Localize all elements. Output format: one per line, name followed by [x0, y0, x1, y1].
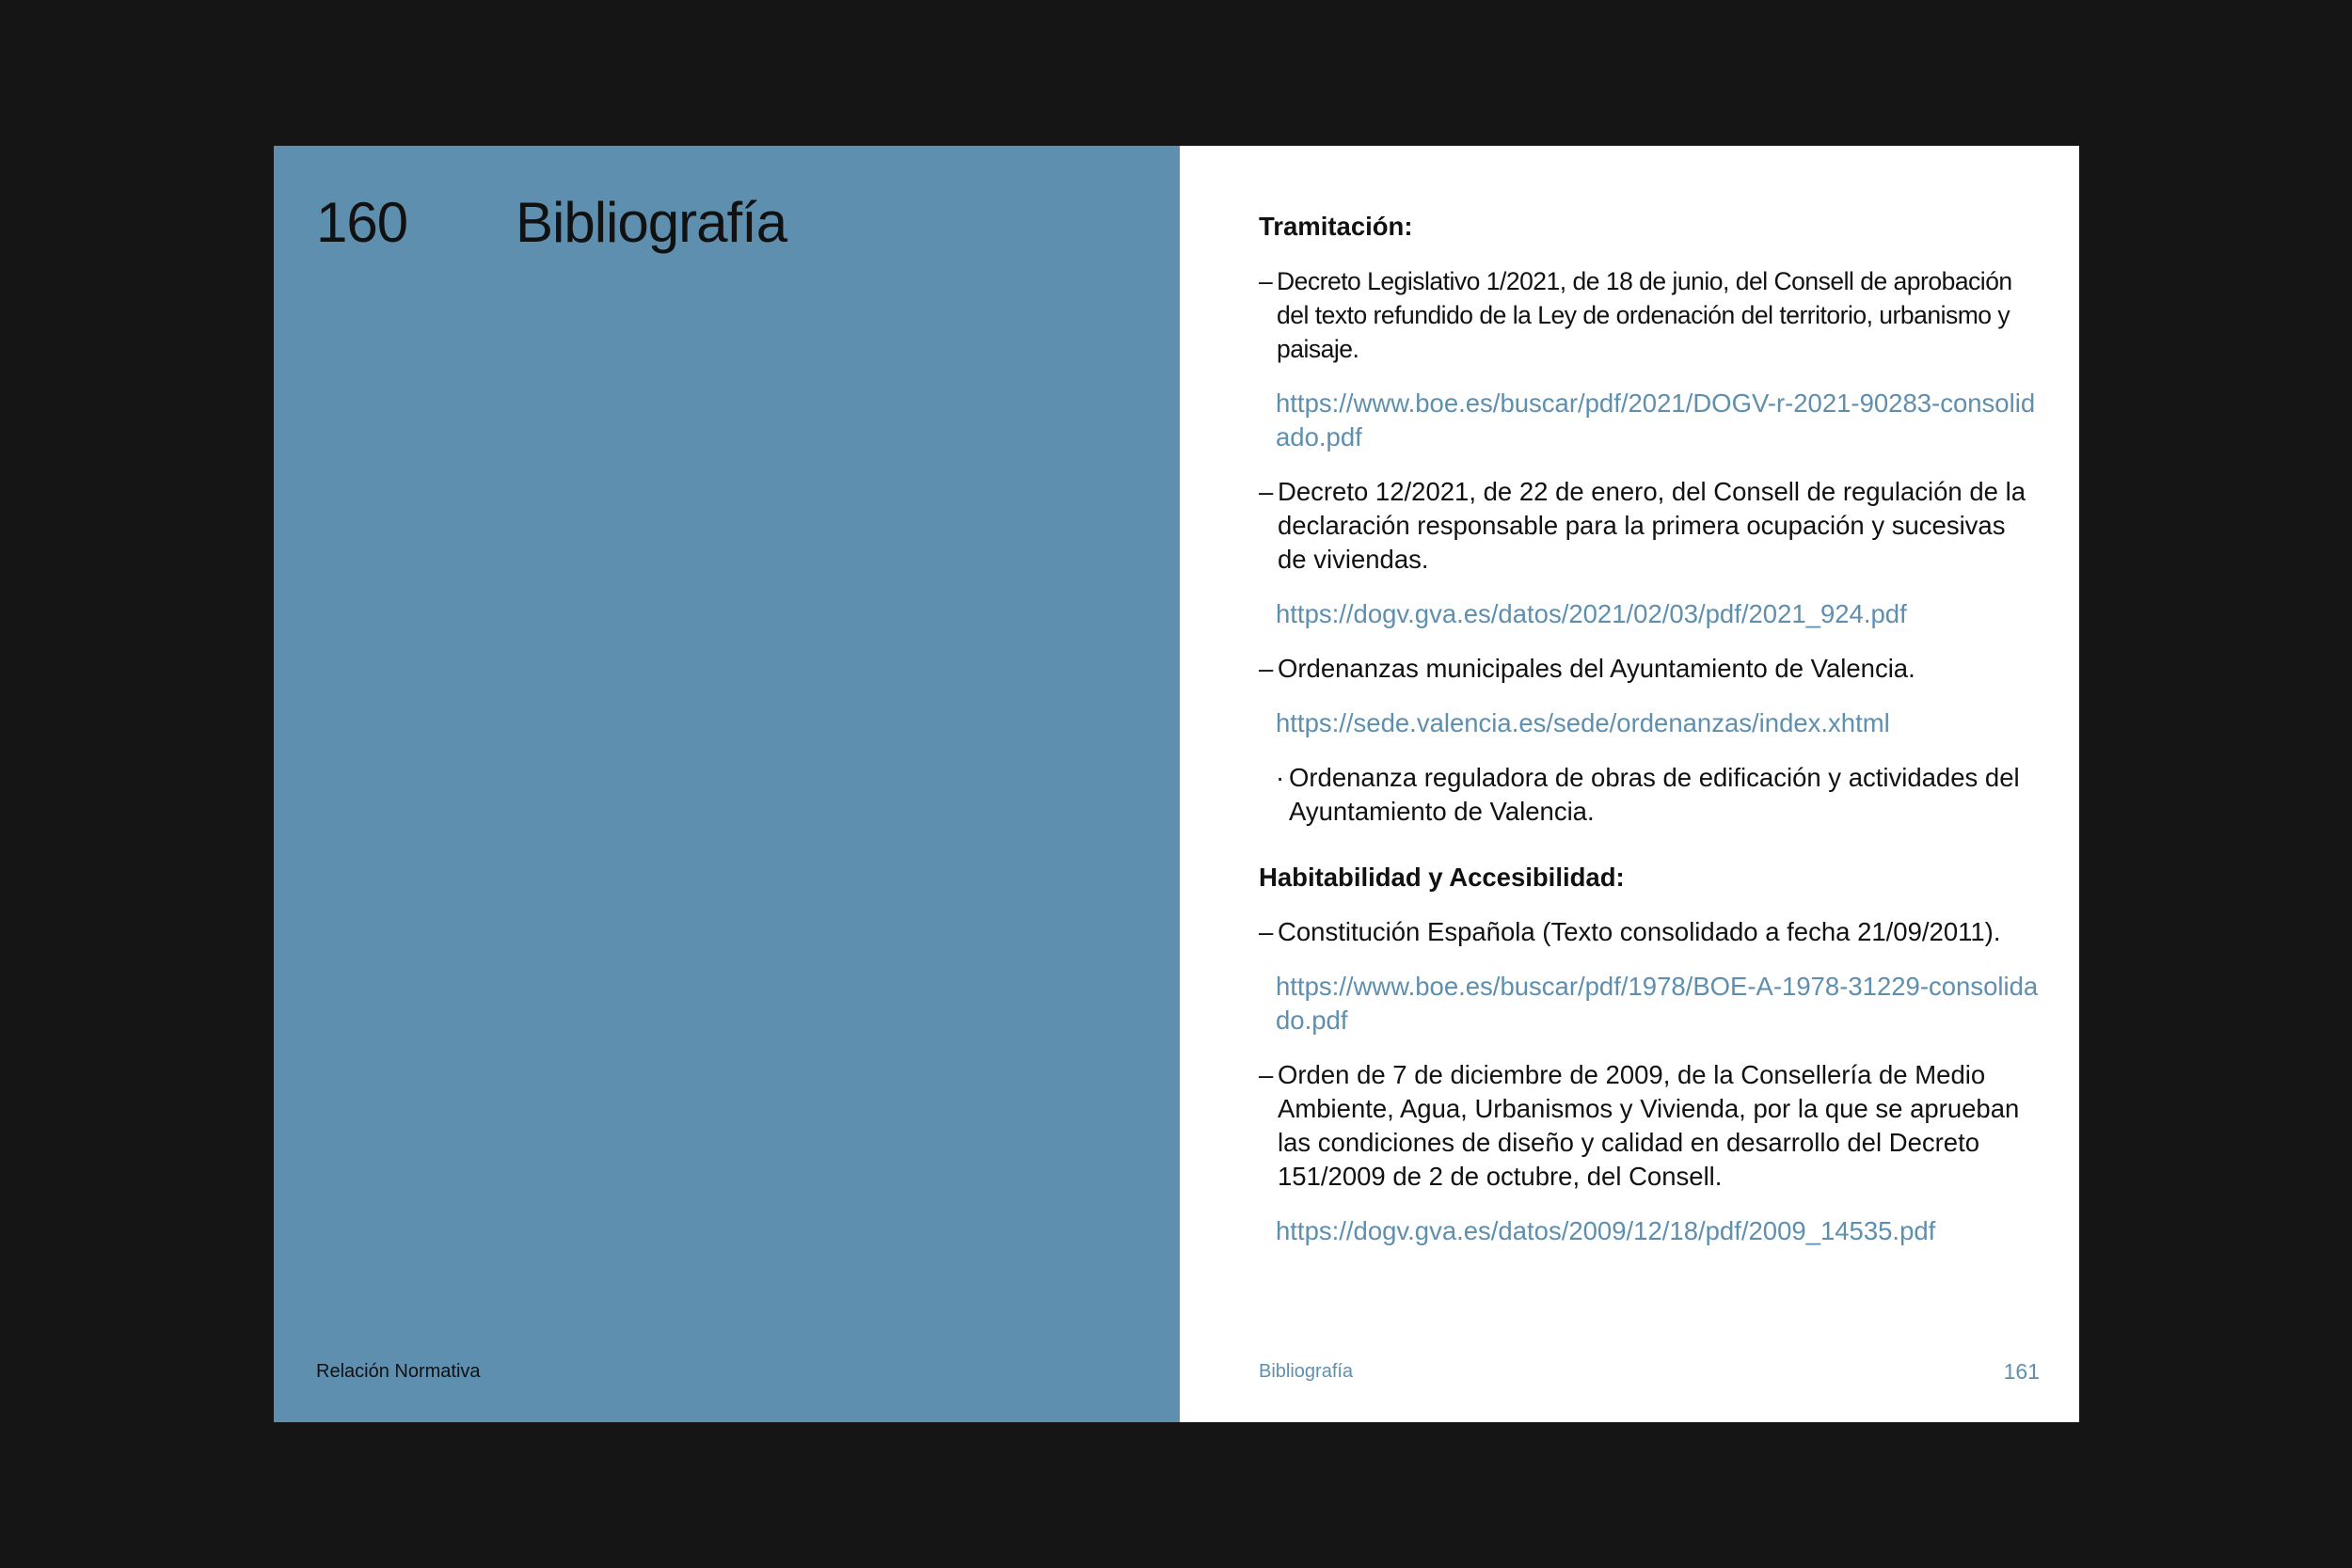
dash-bullet: –	[1259, 654, 1274, 683]
dash-bullet: –	[1259, 1060, 1274, 1089]
chapter-title: Bibliografía	[516, 191, 787, 254]
entry-text: Decreto Legislativo 1/2021, de 18 de junio, del Consell de aprobación del texto refundido de la Ley de ordenación del territorio, urbanismo y paisaje.	[1277, 267, 2012, 363]
right-page	[1180, 146, 2079, 1422]
dash-bullet: –	[1259, 477, 1274, 506]
entry-text: Decreto 12/2021, de 22 de enero, del Consell de regulación de la declaración responsable para la primera ocupación y sucesivas de viviendas.	[1278, 477, 2026, 574]
reference-link[interactable]: https://www.boe.es/buscar/pdf/2021/DOGV-r-2021-90283-consolidado.pdf	[1276, 388, 2036, 451]
reference-link[interactable]: https://www.boe.es/buscar/pdf/1978/BOE-A-1978-31229-consolidado.pdf	[1276, 972, 2039, 1035]
dash-bullet: –	[1259, 917, 1274, 946]
list-item	[1259, 475, 2040, 577]
list-item	[1259, 915, 2040, 949]
dot-bullet: ·	[1276, 763, 1285, 792]
list-item	[1259, 1058, 2040, 1194]
entry-text: Ordenanzas municipales del Ayuntamiento de Valencia.	[1278, 654, 1915, 683]
list-item	[1259, 652, 2040, 686]
left-page-number: 160	[316, 191, 408, 254]
reference-link[interactable]: https://dogv.gva.es/datos/2021/02/03/pdf/2021_924.pdf	[1276, 599, 1907, 628]
entry-text: Constitución Española (Texto consolidado a fecha 21/09/2011).	[1278, 917, 2001, 946]
section-heading-tramitacion: Tramitación:	[1259, 212, 1413, 241]
list-item	[1259, 264, 2040, 366]
book-spread	[274, 146, 2079, 1422]
right-page-number: 161	[2003, 1359, 2040, 1384]
section-heading-habitabilidad: Habitabilidad y Accesibilidad:	[1259, 863, 1625, 892]
right-footer-label: Bibliografía	[1259, 1361, 1354, 1382]
reference-link[interactable]: https://dogv.gva.es/datos/2009/12/18/pdf/2009_14535.pdf	[1276, 1216, 1936, 1245]
left-page	[274, 146, 1180, 1422]
entry-text: Orden de 7 de diciembre de 2009, de la Consellería de Medio Ambiente, Agua, Urbanismos y Vivienda, por la que se aprueban las condiciones de diseño y calidad en desarrollo del Decreto 151/2009 de 2 de octubre, del Consell.	[1278, 1060, 2020, 1191]
sub-list-item	[1259, 761, 2040, 829]
dash-bullet: –	[1259, 267, 1273, 295]
left-footer-label: Relación Normativa	[316, 1361, 481, 1382]
subentry-text: Ordenanza reguladora de obras de edificación y actividades del Ayuntamiento de Valencia.	[1289, 763, 2020, 826]
reference-link[interactable]: https://sede.valencia.es/sede/ordenanzas/index.xhtml	[1276, 708, 1890, 737]
bibliography-content	[1259, 210, 2040, 1269]
